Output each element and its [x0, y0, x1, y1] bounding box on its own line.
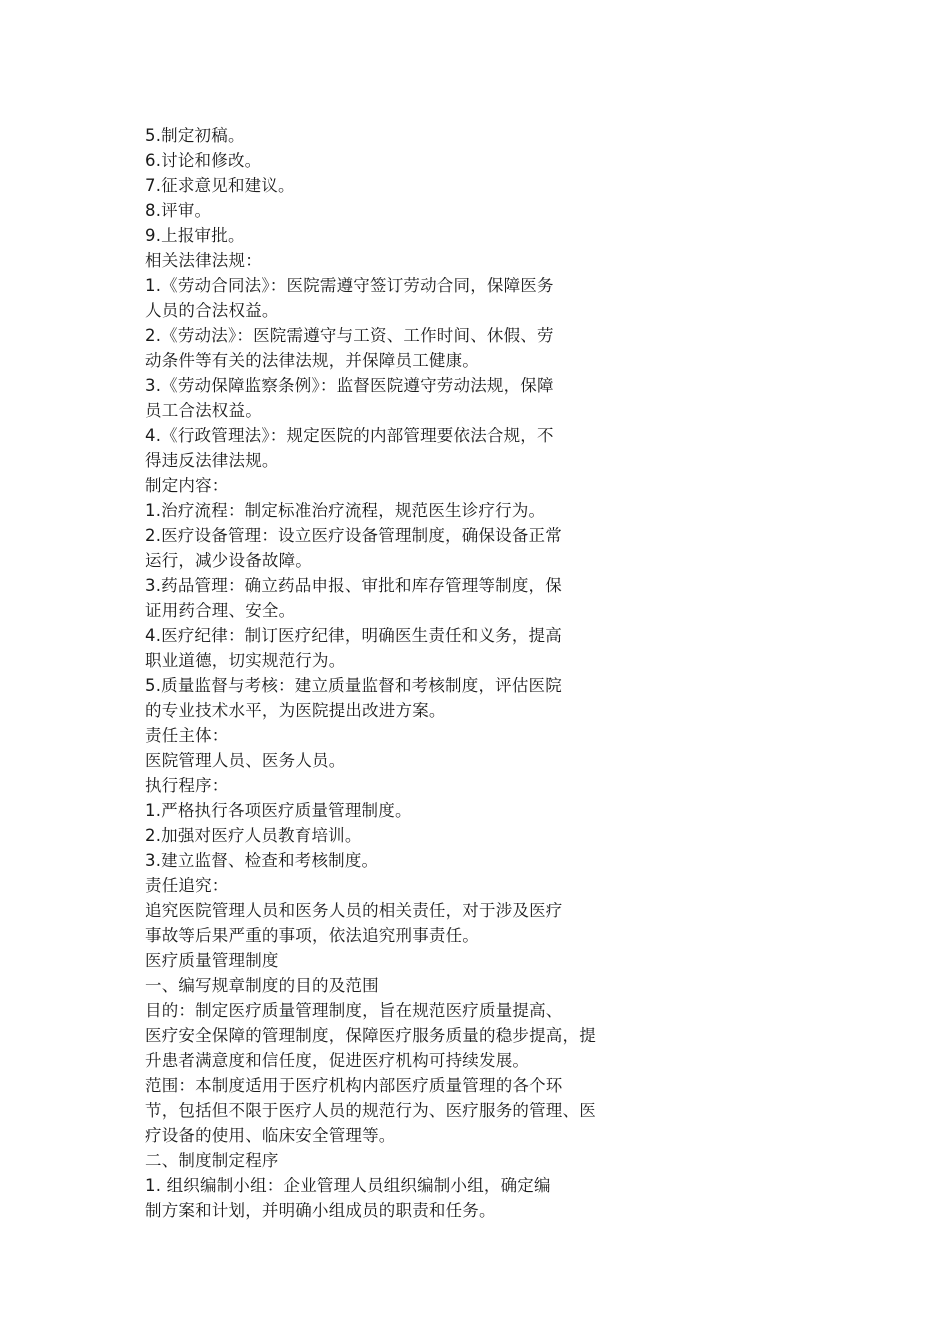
text-line: 的专业技术水平，为医院提出改进方案。: [145, 701, 446, 720]
text-line: 6.讨论和修改。: [145, 151, 262, 170]
section-heading: 制定内容：: [145, 476, 229, 495]
text-line: 5.制定初稿。: [145, 126, 245, 145]
text-line: 4.《行政管理法》：规定医院的内部管理要依法合规，不: [145, 426, 554, 445]
text-line: 运行，减少设备故障。: [145, 551, 312, 570]
text-line: 3.建立监督、检查和考核制度。: [145, 851, 379, 870]
document-title: 医疗质量管理制度: [145, 951, 279, 970]
text-line: 人员的合法权益。: [145, 301, 279, 320]
section-heading: 二、制度制定程序: [145, 1151, 279, 1170]
text-line: 得违反法律法规。: [145, 451, 279, 470]
text-line: 医疗安全保障的管理制度，保障医疗服务质量的稳步提高，提: [145, 1026, 596, 1045]
text-line: 1.治疗流程：制定标准治疗流程，规范医生诊疗行为。: [145, 501, 546, 520]
text-line: 职业道德，切实规范行为。: [145, 651, 346, 670]
text-line: 1.严格执行各项医疗质量管理制度。: [145, 801, 412, 820]
text-line: 目的：制定医疗质量管理制度，旨在规范医疗质量提高、: [145, 1001, 563, 1020]
text-line: 5.质量监督与考核：建立质量监督和考核制度，评估医院: [145, 676, 562, 695]
text-line: 员工合法权益。: [145, 401, 262, 420]
text-line: 3.药品管理：确立药品申报、审批和库存管理等制度，保: [145, 576, 562, 595]
text-line: 节，包括但不限于医疗人员的规范行为、医疗服务的管理、医: [145, 1101, 596, 1120]
section-heading: 相关法律法规：: [145, 251, 262, 270]
text-line: 范围：本制度适用于医疗机构内部医疗质量管理的各个环: [145, 1076, 563, 1095]
text-line: 4.医疗纪律：制订医疗纪律，明确医生责任和义务，提高: [145, 626, 562, 645]
document-body: [145, 123, 675, 1223]
text-line: 9.上报审批。: [145, 226, 245, 245]
text-line: 7.征求意见和建议。: [145, 176, 295, 195]
text-line: 追究医院管理人员和医务人员的相关责任，对于涉及医疗: [145, 901, 563, 920]
section-heading: 责任主体：: [145, 726, 229, 745]
text-line: 事故等后果严重的事项，依法追究刑事责任。: [145, 926, 479, 945]
section-heading: 一、编写规章制度的目的及范围: [145, 976, 379, 995]
text-line: 证用药合理、安全。: [145, 601, 296, 620]
text-line: 医院管理人员、医务人员。: [145, 751, 346, 770]
text-line: 升患者满意度和信任度，促进医疗机构可持续发展。: [145, 1051, 530, 1070]
section-heading: 执行程序：: [145, 776, 229, 795]
text-line: 8.评审。: [145, 201, 212, 220]
text-line: 1.《劳动合同法》：医院需遵守签订劳动合同，保障医务: [145, 276, 554, 295]
text-line: 3.《劳动保障监察条例》：监督医院遵守劳动法规，保障: [145, 376, 554, 395]
text-line: 制方案和计划，并明确小组成员的职责和任务。: [145, 1201, 496, 1220]
text-line: 动条件等有关的法律法规，并保障员工健康。: [145, 351, 479, 370]
text-line: 疗设备的使用、临床安全管理等。: [145, 1126, 396, 1145]
section-heading: 责任追究：: [145, 876, 229, 895]
text-line: 2.加强对医疗人员教育培训。: [145, 826, 362, 845]
text-line: 2.医疗设备管理：设立医疗设备管理制度，确保设备正常: [145, 526, 562, 545]
text-line: 2.《劳动法》：医院需遵守与工资、工作时间、休假、劳: [145, 326, 554, 345]
text-line: 1. 组织编制小组：企业管理人员组织编制小组，确定编: [145, 1176, 551, 1195]
